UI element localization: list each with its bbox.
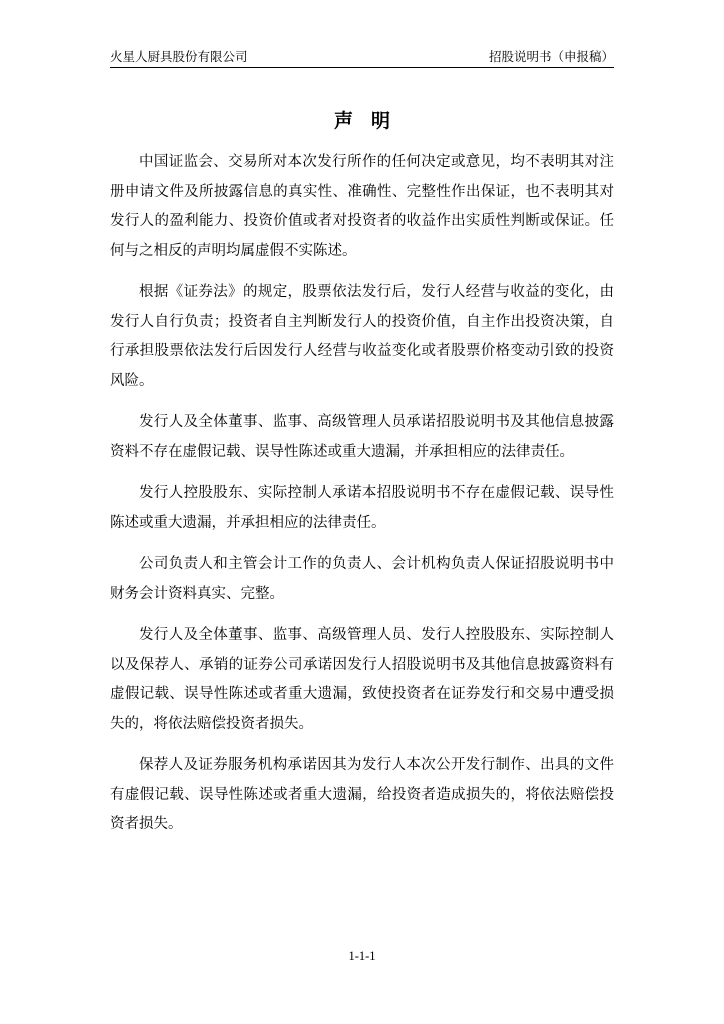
header-company-name: 火星人厨具股份有限公司 bbox=[110, 49, 248, 64]
header-divider bbox=[110, 67, 614, 68]
header-document-type: 招股说明书（申报稿） bbox=[488, 49, 614, 64]
paragraph-5: 公司负责人和主管会计工作的负责人、会计机构负责人保证招股说明书中财务会计资料真实、完整。 bbox=[110, 556, 614, 602]
declaration-body bbox=[110, 148, 614, 852]
paragraph-4: 发行人控股股东、实际控制人承诺本招股说明书不存在虚假记载、误导性陈述或重大遗漏，并承担相应的法律责任。 bbox=[110, 485, 614, 531]
paragraph-3: 发行人及全体董事、监事、高级管理人员承诺招股说明书及其他信息披露资料不存在虚假记载、误导性陈述或重大遗漏，并承担相应的法律责任。 bbox=[110, 414, 614, 460]
paragraph-6: 发行人及全体董事、监事、高级管理人员、发行人控股股东、实际控制人以及保荐人、承销的证券公司承诺因发行人招股说明书及其他信息披露资料有虚假记载、误导性陈述或者重大遗漏，致使投资者在证券发行和交易中遭受损失的，将依法赔偿投资者损失。 bbox=[110, 627, 614, 732]
page-title: 声明 bbox=[333, 110, 408, 132]
paragraph-2: 根据《证券法》的规定，股票依法发行后，发行人经营与收益的变化，由发行人自行负责；投资者自主判断发行人的投资价值，自主作出投资决策，自行承担股票依法发行后因发行人经营与收益变化或者股票价格变动引致的投资风险。 bbox=[110, 284, 614, 389]
paragraph-1: 中国证监会、交易所对本次发行所作的任何决定或意见，均不表明其对注册申请文件及所披露信息的真实性、准确性、完整性作出保证，也不表明其对发行人的盈利能力、投资价值或者对投资者的收益作出实质性判断或保证。任何与之相反的声明均属虚假不实陈述。 bbox=[110, 154, 614, 259]
page-header bbox=[110, 48, 614, 66]
paragraph-7: 保荐人及证券服务机构承诺因其为发行人本次公开发行制作、出具的文件有虚假记载、误导性陈述或者重大遗漏，给投资者造成损失的，将依法赔偿投资者损失。 bbox=[110, 757, 614, 832]
page-number: 1-1-1 bbox=[348, 949, 376, 963]
